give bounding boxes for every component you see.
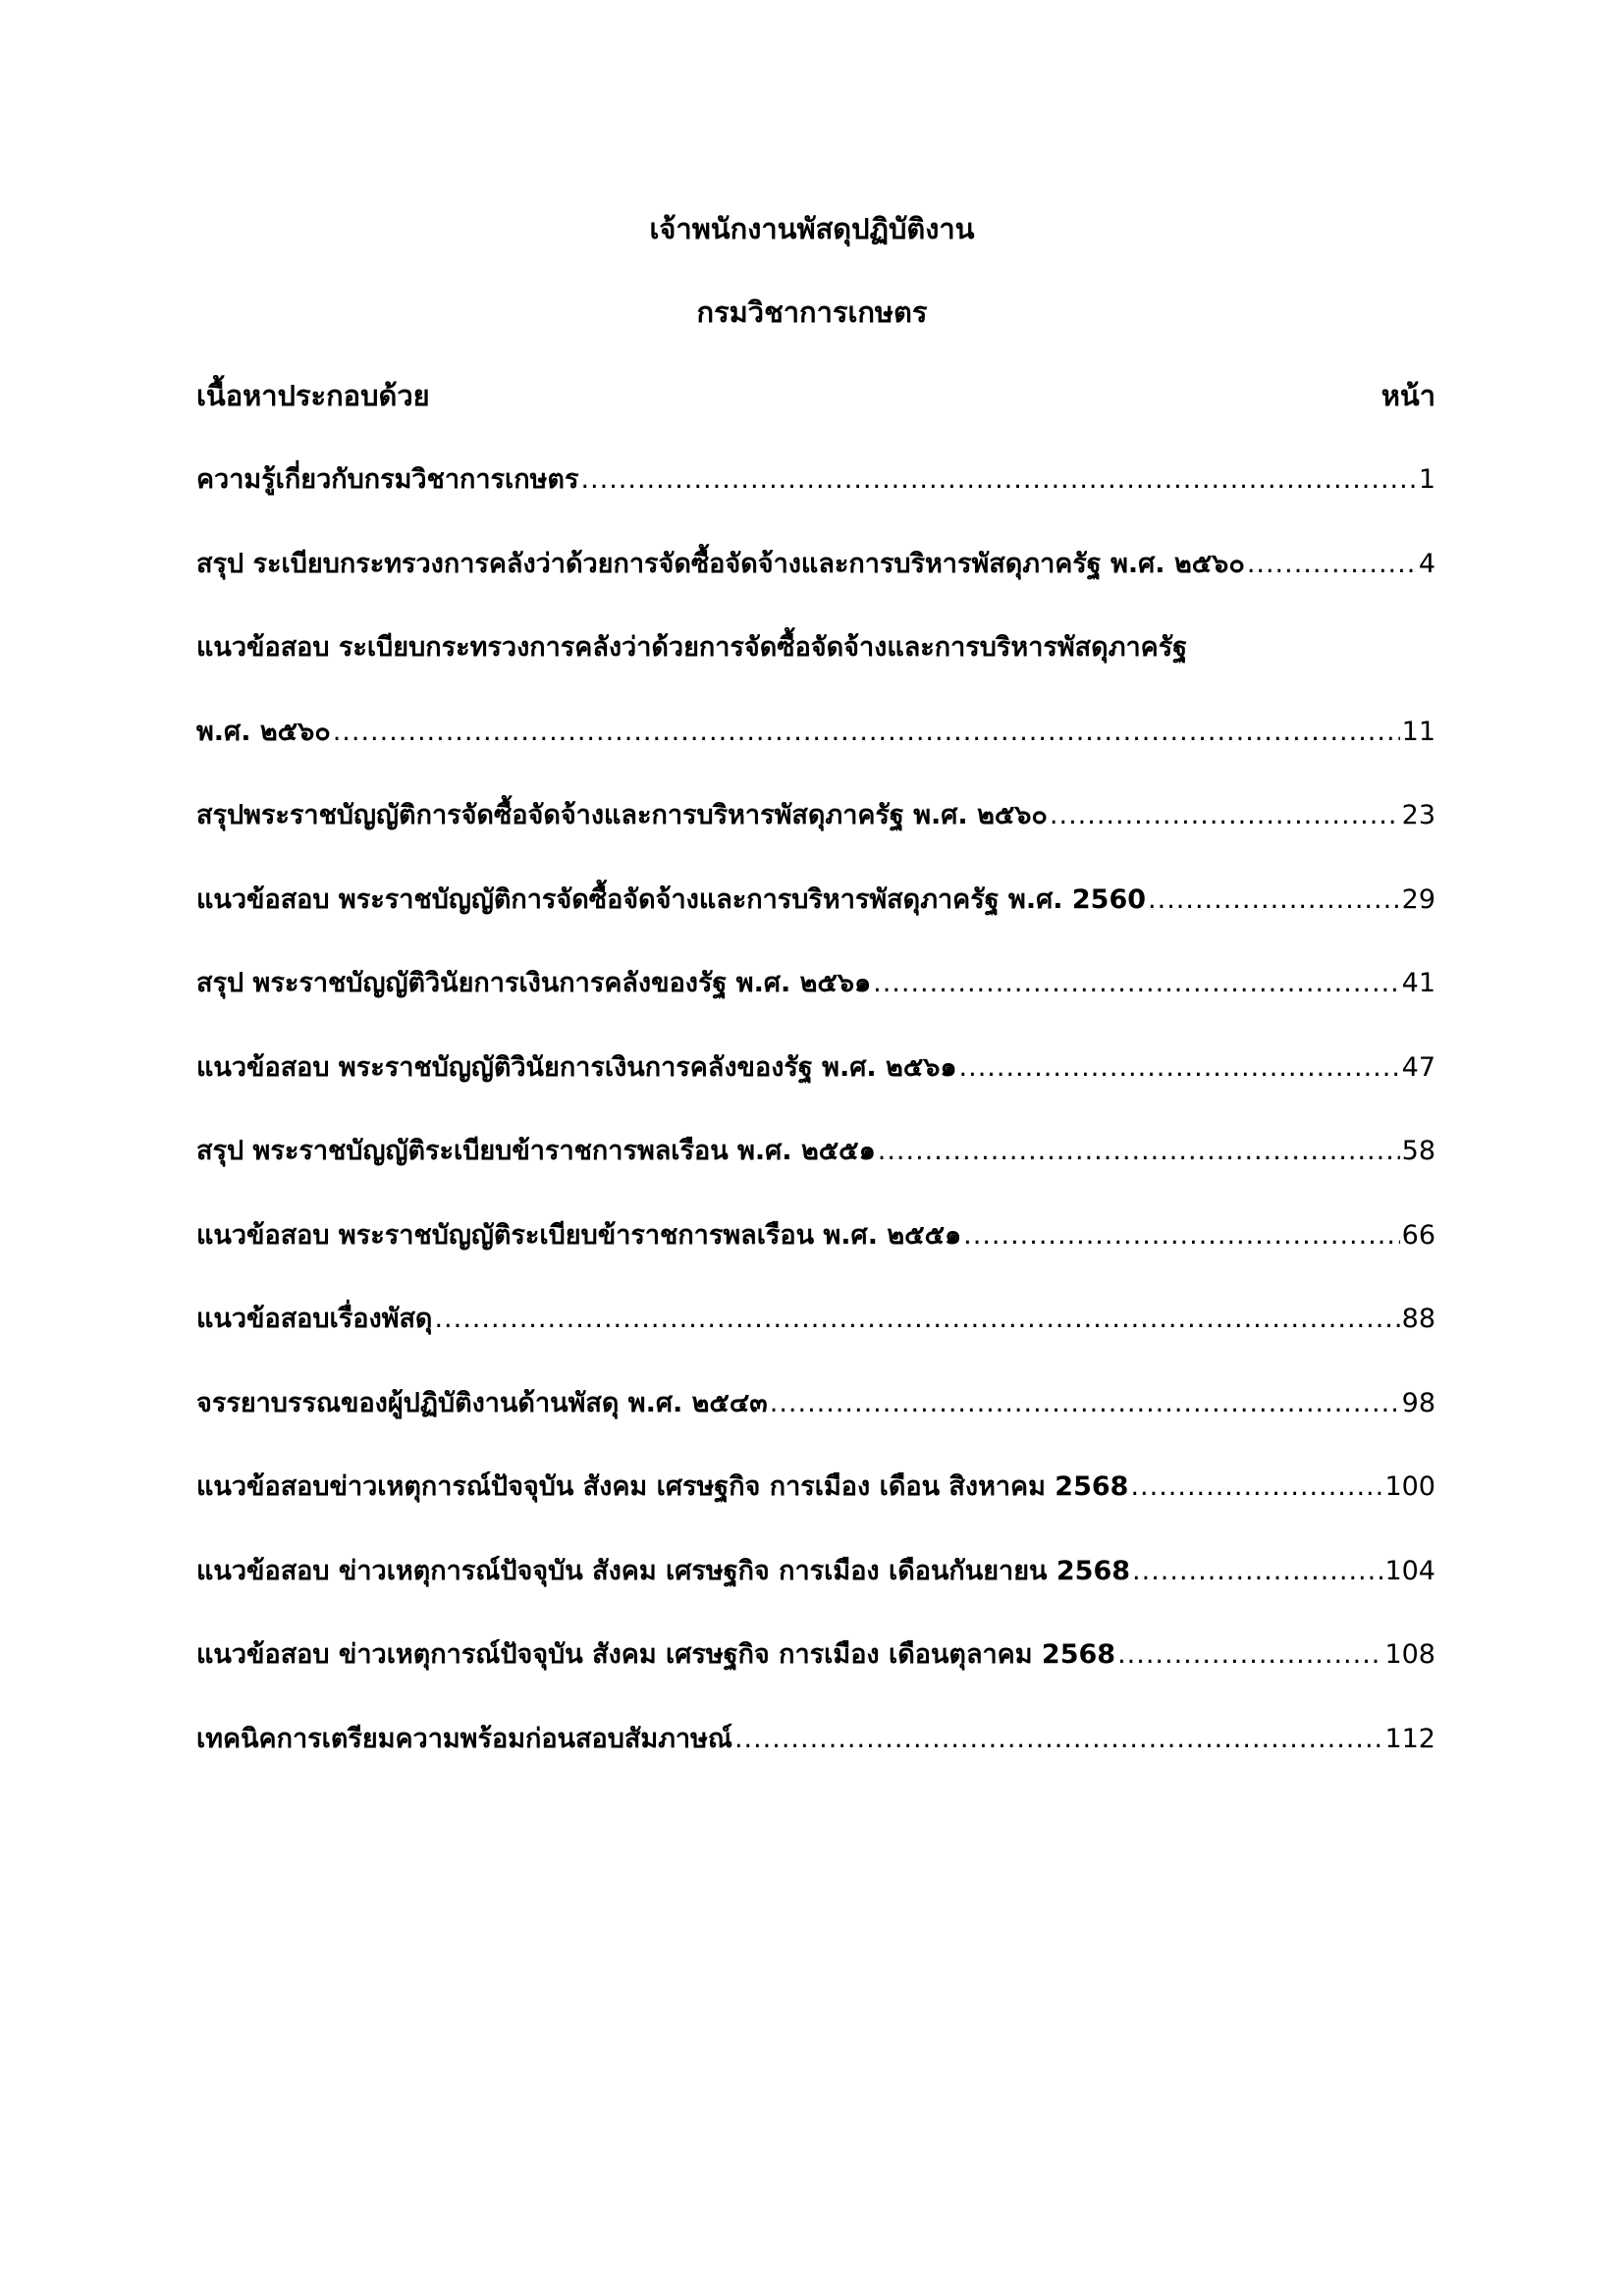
leader-dots: [878, 1136, 1400, 1166]
toc-entry-title: แนวข้อสอบ ข่าวเหตุการณ์ปัจจุบัน สังคม เศรษฐกิจ การเมือง เดือนตุลาคม 2568: [196, 1639, 1116, 1670]
leader-dots: [1050, 800, 1400, 830]
toc-header-contents: เนื้อหาประกอบด้วย: [196, 379, 430, 412]
toc-entry-title: จรรยาบรรณของผู้ปฏิบัติงานด้านพัสดุ พ.ศ. ๒๕๔๓: [196, 1387, 768, 1418]
toc-header: [196, 373, 1435, 418]
toc-entry-title: แนวข้อสอบ ข่าวเหตุการณ์ปัจจุบัน สังคม เศรษฐกิจ การเมือง เดือนกันยายน 2568: [196, 1555, 1131, 1586]
leader-dots: [770, 1388, 1400, 1418]
toc-entry-page: 88: [1401, 1304, 1435, 1334]
toc-entry[interactable]: [196, 1549, 1435, 1591]
toc-entry[interactable]: [196, 793, 1435, 835]
leader-dots: [1117, 1639, 1382, 1670]
leader-dots: [963, 1220, 1399, 1251]
leader-dots: [1148, 884, 1400, 915]
toc-entry[interactable]: [196, 1213, 1435, 1255]
toc-entry-title: สรุป พระราชบัญญัติวินัยการเงินการคลังของรัฐ พ.ศ. ๒๕๖๑: [196, 968, 872, 998]
toc-entry-page: 4: [1418, 548, 1435, 579]
document-subtitle: กรมวิชาการเกษตร: [696, 295, 928, 329]
leader-dots: [1247, 549, 1417, 579]
toc-entry-page: 112: [1384, 1723, 1435, 1754]
toc-entry[interactable]: [196, 1465, 1435, 1507]
toc-entry-page: 41: [1401, 968, 1435, 998]
leader-dots: [1132, 1556, 1382, 1586]
toc-entry-title: แนวข้อสอบ ระเบียบกระทรวงการคลังว่าด้วยการจัดซื้อจัดจ้างและการบริหารพัสดุภาครัฐ: [196, 632, 1188, 663]
toc-entry-title: สรุปพระราชบัญญัติการจัดซื้อจัดจ้างและการบริหารพัสดุภาครัฐ พ.ศ. ๒๕๖๐: [196, 800, 1048, 830]
toc-entry-title: แนวข้อสอบ พระราชบัญญัติการจัดซื้อจัดจ้างและการบริหารพัสดุภาครัฐ พ.ศ. 2560: [196, 883, 1147, 915]
leader-dots: [434, 1304, 1399, 1334]
leader-dots: [1130, 1471, 1382, 1502]
toc-entry-page: 1: [1418, 464, 1435, 495]
toc-entry-title: เทคนิคการเตรียมความพร้อมก่อนสอบสัมภาษณ์: [196, 1723, 732, 1754]
document-title: เจ้าพนักงานพัสดุปฏิบัติงาน: [649, 212, 975, 245]
toc-entry-page: 100: [1384, 1471, 1435, 1502]
toc-entry-page: 58: [1401, 1136, 1435, 1166]
toc-entry[interactable]: [196, 1381, 1435, 1423]
toc-entry-page: 23: [1401, 800, 1435, 830]
toc-entry-page: 11: [1401, 716, 1435, 747]
leader-dots: [873, 968, 1400, 998]
toc-entry-title: แนวข้อสอบเรื่องพัสดุ: [196, 1304, 433, 1334]
toc-entry-page: 66: [1401, 1219, 1435, 1251]
toc-entry-title: สรุป พระราชบัญญัติระเบียบข้าราชการพลเรือน พ.ศ. ๒๕๕๑: [196, 1136, 876, 1166]
toc-entry-title: แนวข้อสอบ พระราชบัญญัติระเบียบข้าราชการพลเรือน พ.ศ. ๒๕๕๑: [196, 1219, 962, 1251]
toc-entry[interactable]: [196, 542, 1435, 584]
toc-entry[interactable]: [196, 1129, 1435, 1171]
toc-entry-page: 98: [1401, 1387, 1435, 1418]
toc-entry[interactable]: [196, 961, 1435, 1003]
toc-entry-line: [196, 625, 1435, 667]
toc-entry-page: 104: [1384, 1555, 1435, 1586]
toc-entry[interactable]: [196, 1632, 1435, 1675]
leader-dots: [734, 1724, 1383, 1754]
toc-entry-title: แนวข้อสอบข่าวเหตุการณ์ปัจจุบัน สังคม เศรษฐกิจ การเมือง เดือน สิงหาคม 2568: [196, 1471, 1129, 1502]
toc-entry-title-cont: พ.ศ. ๒๕๖๐: [196, 716, 331, 747]
toc-entry-page: 29: [1401, 883, 1435, 915]
leader-dots: [580, 464, 1416, 495]
toc-entry-title: ความรู้เกี่ยวกับกรมวิชาการเกษตร: [196, 464, 579, 495]
toc-entry[interactable]: [196, 1717, 1435, 1759]
toc-entry[interactable]: [196, 1297, 1435, 1339]
toc-entry[interactable]: [196, 457, 1435, 500]
leader-dots: [959, 1052, 1400, 1083]
toc-entry[interactable]: [196, 1045, 1435, 1088]
toc-entry[interactable]: [196, 710, 1435, 752]
toc-entry-title: สรุป ระเบียบกระทรวงการคลังว่าด้วยการจัดซื้อจัดจ้างและการบริหารพัสดุภาครัฐ พ.ศ. ๒๕๖๐: [196, 548, 1245, 579]
toc-entry-page: 47: [1401, 1051, 1435, 1083]
toc-entry-title: แนวข้อสอบ พระราชบัญญัติวินัยการเงินการคลังของรัฐ พ.ศ. ๒๕๖๑: [196, 1051, 957, 1083]
toc-header-page: หน้า: [1380, 379, 1435, 412]
toc-entry-page: 108: [1384, 1639, 1435, 1670]
toc-entry[interactable]: [196, 878, 1435, 920]
leader-dots: [333, 717, 1400, 747]
